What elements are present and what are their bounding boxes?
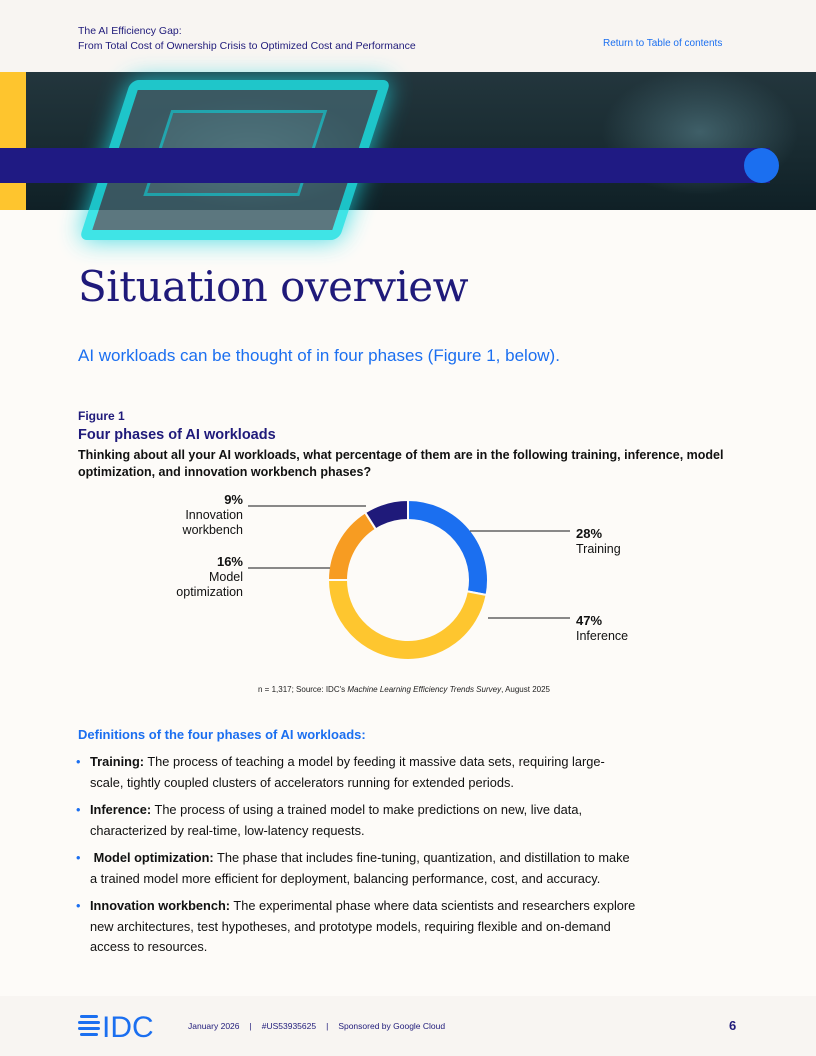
data-label: 47% bbox=[576, 613, 603, 628]
data-label: 16% bbox=[216, 554, 243, 569]
figure-question: Thinking about all your AI workloads, what percentage of them are in the following training, inference, model optimization, and innovation workbench phases? bbox=[78, 448, 724, 479]
data-label: 9% bbox=[224, 492, 243, 507]
list-item: • Model optimization: The phase that includes fine-tuning, quantization, and distillation to make a trained model more efficient for deployment, balancing performance, cost, and accuracy. bbox=[78, 848, 638, 889]
definitions-list bbox=[78, 752, 638, 965]
figure-source: n = 1,317; Source: IDC's Machine Learning Efficiency Trends Survey, August 2025 bbox=[258, 685, 550, 694]
donut-slice-model-optimization bbox=[328, 512, 376, 580]
category-label: Model bbox=[208, 570, 243, 584]
category-label: Inference bbox=[576, 629, 629, 643]
svg-text:IDC: IDC bbox=[102, 1011, 154, 1041]
donut-slice-inference bbox=[328, 580, 487, 660]
title-line-1: The AI Efficiency Gap: bbox=[78, 25, 182, 37]
category-label: Innovation bbox=[185, 508, 243, 522]
category-label: workbench bbox=[182, 523, 243, 537]
donut-slice-training bbox=[408, 500, 488, 595]
return-to-toc-link[interactable]: Return to Table of contents bbox=[603, 38, 723, 49]
donut-chart bbox=[0, 490, 816, 680]
navy-accent-bar bbox=[0, 148, 770, 183]
yellow-accent-bar bbox=[0, 72, 26, 210]
footer-sponsor: Sponsored by Google Cloud bbox=[338, 1021, 446, 1031]
data-label: 28% bbox=[576, 526, 603, 541]
category-label: optimization bbox=[176, 585, 243, 599]
page-number: 6 bbox=[729, 1018, 737, 1033]
footer-date: January 2026 bbox=[188, 1021, 240, 1031]
title-line-2: From Total Cost of Ownership Crisis to Optimized Cost and Performance bbox=[78, 40, 416, 52]
footer-meta: January 2026 | #US53935625 | Sponsored by Google Cloud bbox=[188, 1021, 446, 1031]
list-item: • Training: The process of teaching a model by feeding it massive data sets, requiring large-scale, tightly coupled clusters of accelerators running for extended periods. bbox=[78, 752, 638, 793]
category-label: Training bbox=[576, 542, 621, 556]
document-title bbox=[78, 24, 416, 54]
idc-logo bbox=[78, 1011, 168, 1041]
page-title: Situation overview bbox=[78, 262, 469, 311]
banner-image bbox=[0, 72, 816, 210]
blue-accent-circle bbox=[744, 148, 779, 183]
figure-label: Figure 1 bbox=[78, 409, 125, 423]
list-item: • Inference: The process of using a trained model to make predictions on new, live data, characterized by real-time, low-latency requests. bbox=[78, 800, 638, 841]
list-item: • Innovation workbench: The experimental phase where data scientists and researchers explore new architectures, test hypotheses, and prototype models, requiring flexible and on-demand access to resources. bbox=[78, 896, 638, 958]
header bbox=[0, 0, 816, 72]
figure-title: Four phases of AI workloads bbox=[78, 427, 276, 443]
definitions-title: Definitions of the four phases of AI workloads: bbox=[78, 727, 366, 742]
lead-text: AI workloads can be thought of in four phases (Figure 1, below). bbox=[78, 346, 560, 365]
footer-doc-id: #US53935625 bbox=[261, 1021, 317, 1031]
